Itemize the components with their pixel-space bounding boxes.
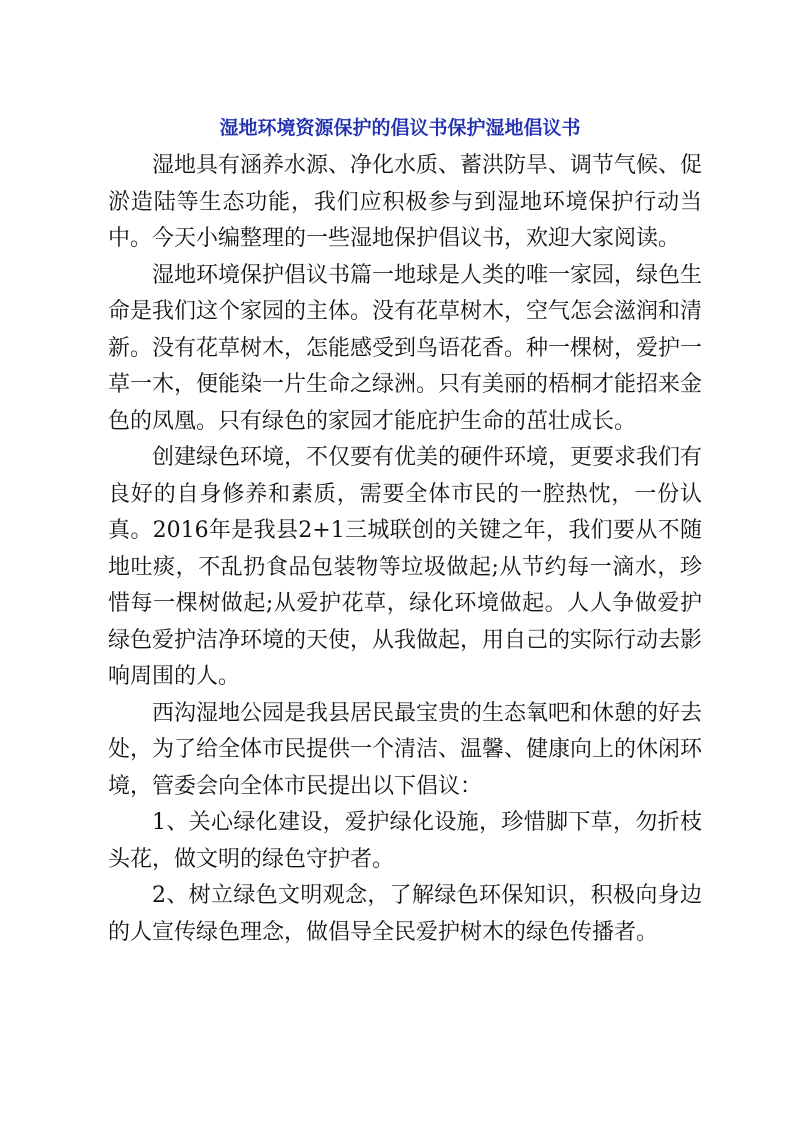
paragraph-intro: 湿地具有涵养水源、净化水质、蓄洪防旱、调节气候、促淤造陆等生态功能，我们应积极参与到湿地环境保护行动当中。今天小编整理的一些湿地保护倡议书，欢迎大家阅读。 — [108, 153, 703, 251]
paragraph-proposal-2: 2、树立绿色文明观念，了解绿色环保知识，积极向身边的人宣传绿色理念，做倡导全民爱护树木的绿色传播者。 — [108, 883, 702, 945]
paragraph-earth-home: 湿地环境保护倡议书篇一地球是人类的唯一家园，绿色生命是我们这个家园的主体。没有花草树木，空气怎会滋润和清新。没有花草树木，怎能感受到鸟语花香。种一棵树，爱护一草一木，便能染一片生命之绿洲。只有美丽的梧桐才能招来金色的凤凰。只有绿色的家园才能庇护生命的茁壮成长。 — [108, 262, 703, 434]
document-title: 湿地环境资源保护的倡议书保护湿地倡议书 — [219, 117, 581, 139]
paragraph-green-environment: 创建绿色环境，不仅要有优美的硬件环境，更要求我们有良好的自身修养和素质，需要全体市民的一腔热忱，一份认真。2016年是我县2+1三城联创的关键之年，我们要从不随地吐痰，不乱扔食品包装物等垃圾做起;从节约每一滴水，珍惜每一棵树做起;从爱护花草，绿化环境做起。人人争做爱护绿色爱护洁净环境的天使，从我做起，用自己的实际行动去影响周围的人。 — [108, 445, 703, 689]
document-body — [108, 148, 702, 951]
paragraph-xigou-wetland: 西沟湿地公园是我县居民最宝贵的生态氧吧和休憩的好去处，为了给全体市民提供一个清洁、温馨、健康向上的休闲环境，管委会向全体市民提出以下倡议： — [108, 700, 703, 799]
paragraph-proposal-1: 1、关心绿化建设，爱护绿化设施，珍惜脚下草，勿折枝头花，做文明的绿色守护者。 — [108, 810, 702, 872]
